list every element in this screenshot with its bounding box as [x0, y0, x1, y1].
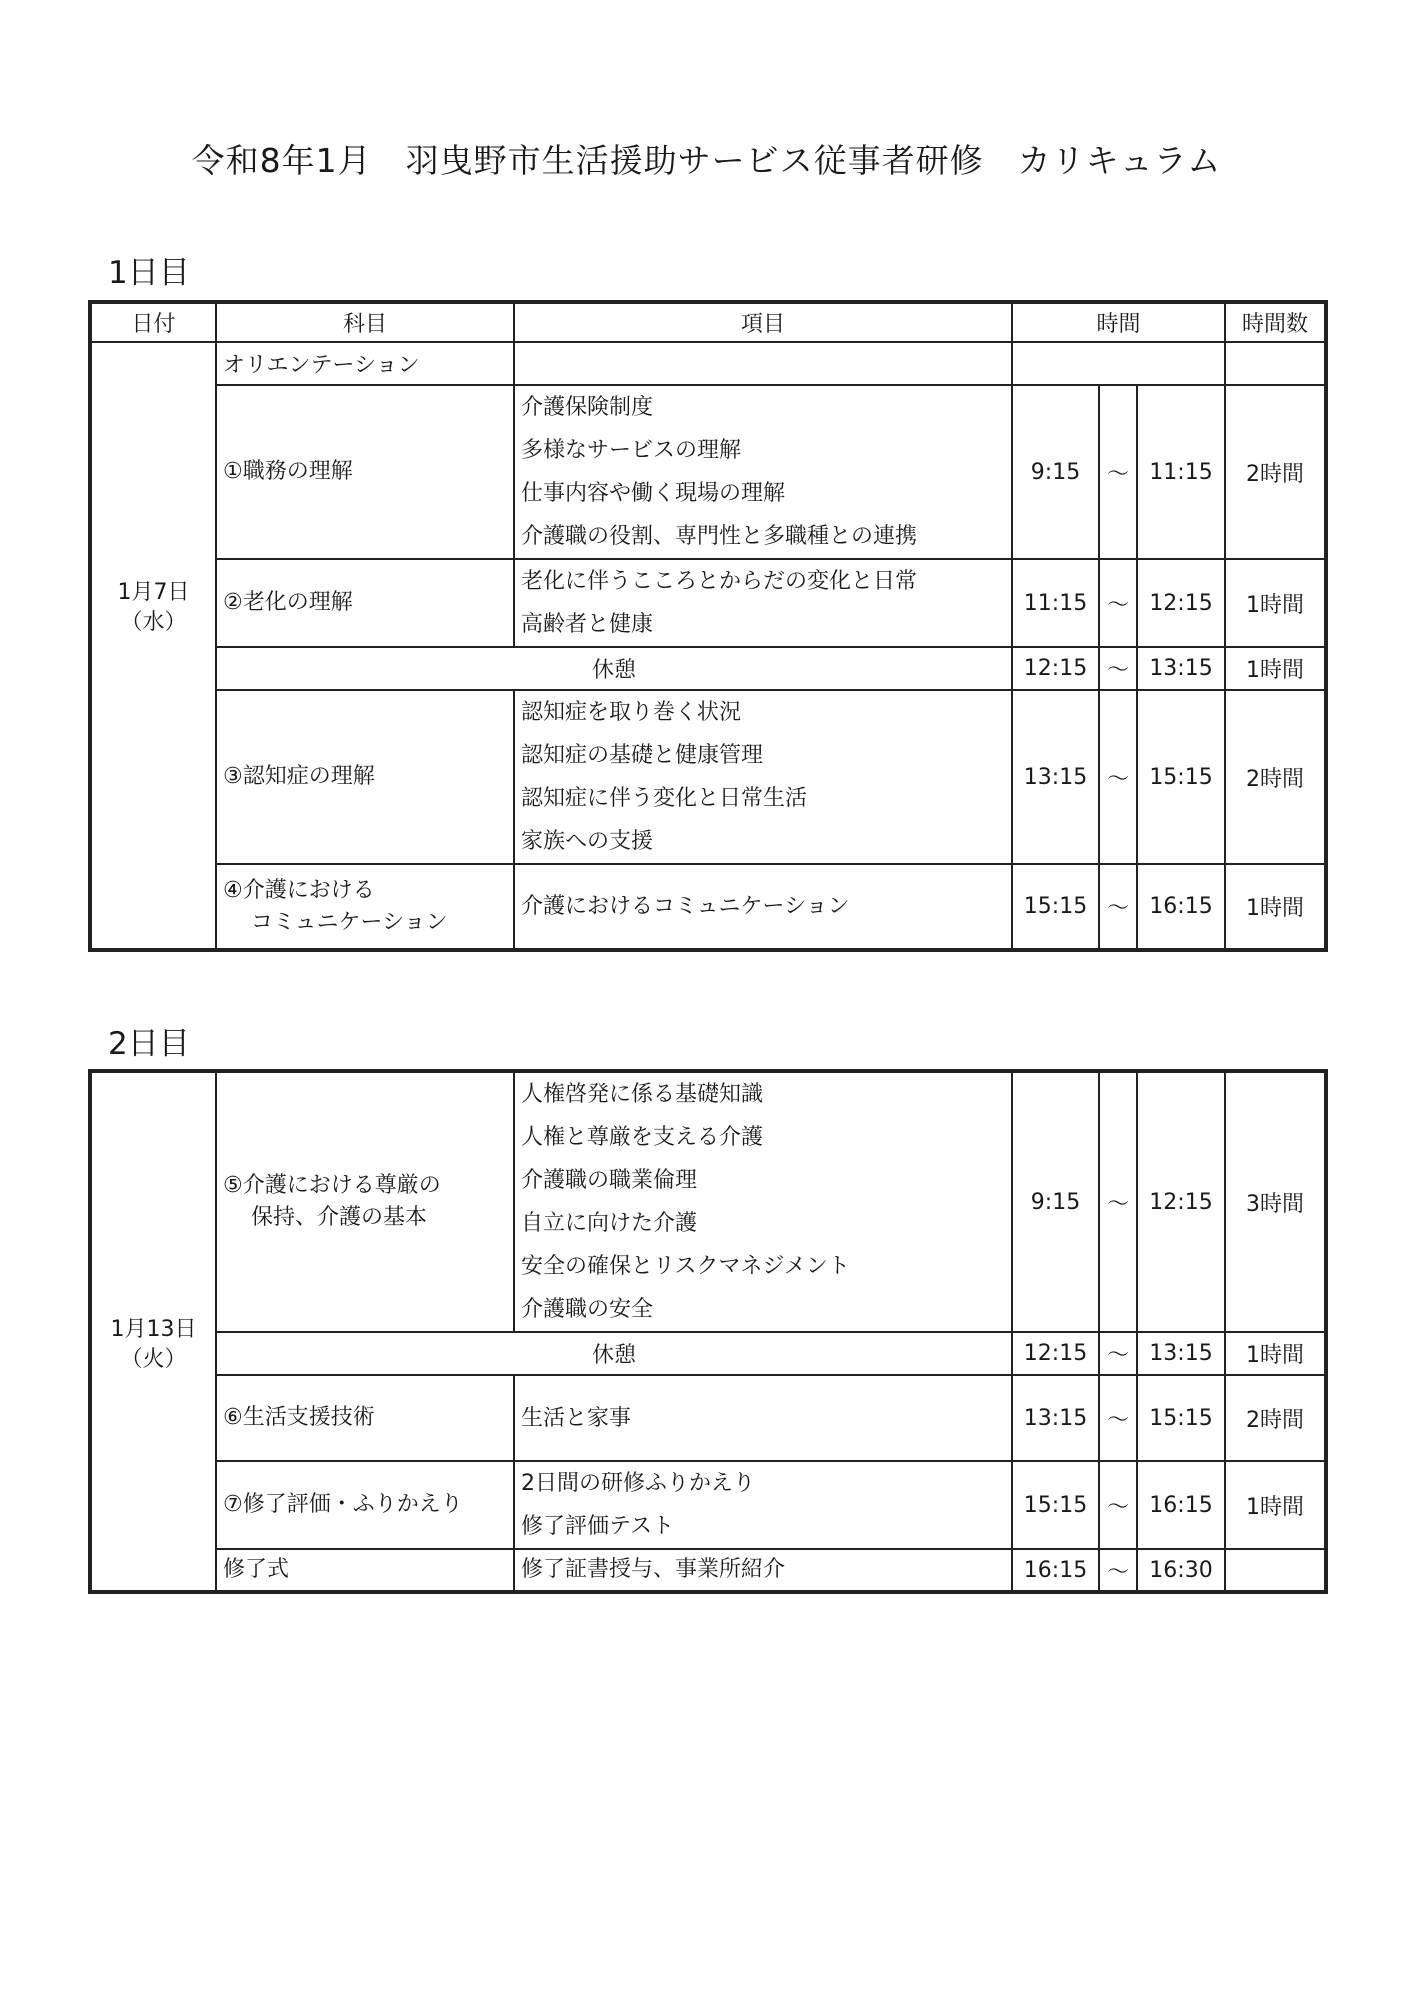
weekday-label: （火） [120, 1347, 187, 1372]
item-text: 人権啓発に係る基礎知識 [521, 1082, 764, 1107]
subject-text: 保持、介護の基本 [251, 1205, 428, 1230]
tilde: ～ [1099, 1071, 1137, 1332]
subject-cell: オリエンテーション [216, 342, 514, 385]
subject-cell [216, 690, 514, 864]
date-label: 1月7日 [117, 580, 190, 605]
subject-cell [216, 385, 514, 559]
item-text: 自立に向けた介護 [521, 1211, 698, 1236]
day2-schedule-table [88, 1069, 1328, 1594]
end-time: 16:15 [1137, 1461, 1225, 1549]
table-row [90, 690, 1326, 864]
table-row [90, 559, 1326, 647]
day1-heading: 1日目 [108, 255, 190, 291]
tilde: ～ [1099, 864, 1137, 950]
hours-cell: 1時間 [1225, 647, 1326, 690]
hours-cell: 2時間 [1225, 385, 1326, 559]
item-cell [514, 864, 1012, 950]
item-text: 家族への支援 [521, 829, 654, 854]
item-text: 介護におけるコミュニケーション [521, 894, 850, 919]
subject-text: ①職務の理解 [223, 459, 353, 484]
hours-cell: 1時間 [1225, 559, 1326, 647]
subject-text: コミュニケーション [251, 909, 448, 935]
hours-cell [1225, 342, 1326, 385]
tilde: ～ [1099, 1375, 1137, 1461]
start-time: 16:15 [1012, 1549, 1099, 1592]
subject-cell [216, 1375, 514, 1461]
time-cell [1012, 342, 1225, 385]
subject-text: ③認知症の理解 [223, 764, 375, 789]
item-text: 修了証書授与、事業所紹介 [521, 1557, 786, 1582]
subject-text: ④介護における [223, 877, 375, 903]
item-cell [514, 1549, 1012, 1592]
item-cell [514, 342, 1012, 385]
header-time: 時間 [1012, 302, 1225, 342]
end-time: 16:15 [1137, 864, 1225, 950]
item-cell [514, 690, 1012, 864]
item-text: 2日間の研修ふりかえり [521, 1471, 755, 1496]
end-time: 12:15 [1137, 1071, 1225, 1332]
header-subject: 科目 [216, 302, 514, 342]
item-text: 多様なサービスの理解 [521, 438, 742, 463]
subject-text: ⑦修了評価・ふりかえり [223, 1492, 463, 1517]
subject-cell [216, 1461, 514, 1549]
table-header-row [90, 302, 1326, 342]
subject-text: ⑤介護における尊厳の [223, 1173, 441, 1198]
table-row [90, 864, 1326, 950]
table-row [90, 385, 1326, 559]
start-time: 9:15 [1012, 1071, 1099, 1332]
end-time: 11:15 [1137, 385, 1225, 559]
page-title: 令和8年1月 羽曳野市生活援助サービス従事者研修 カリキュラム [191, 141, 1222, 180]
tilde: ～ [1099, 1549, 1137, 1592]
subject-text: 修了式 [223, 1557, 290, 1582]
item-text: 安全の確保とリスクマネジメント [521, 1254, 850, 1279]
break-row [90, 1332, 1326, 1375]
table-row [90, 1071, 1326, 1332]
item-cell [514, 559, 1012, 647]
subject-cell [216, 864, 514, 950]
hours-cell: 1時間 [1225, 864, 1326, 950]
item-text: 生活と家事 [521, 1405, 632, 1431]
subject-cell [216, 1071, 514, 1332]
item-cell [514, 1071, 1012, 1332]
date-cell [90, 342, 216, 950]
tilde: ～ [1099, 1332, 1137, 1375]
table-row [90, 342, 1326, 385]
end-time: 16:30 [1137, 1549, 1225, 1592]
item-text: 介護職の安全 [521, 1297, 654, 1322]
day1-schedule-table [88, 300, 1328, 952]
item-text: 老化に伴うこころとからだの変化と日常 [521, 569, 918, 594]
subject-text: ②老化の理解 [223, 590, 353, 615]
start-time: 15:15 [1012, 1461, 1099, 1549]
header-item: 項目 [514, 302, 1012, 342]
item-cell [514, 385, 1012, 559]
start-time: 11:15 [1012, 559, 1099, 647]
end-time: 12:15 [1137, 559, 1225, 647]
item-text: 修了評価テスト [521, 1514, 675, 1539]
start-time: 12:15 [1012, 1332, 1099, 1375]
end-time: 13:15 [1137, 647, 1225, 690]
header-date: 日付 [90, 302, 216, 342]
tilde: ～ [1099, 559, 1137, 647]
item-text: 高齢者と健康 [521, 612, 654, 637]
break-row [90, 647, 1326, 690]
item-text: 人権と尊厳を支える介護 [521, 1125, 764, 1150]
start-time: 12:15 [1012, 647, 1099, 690]
tilde: ～ [1099, 690, 1137, 864]
tilde: ～ [1099, 647, 1137, 690]
weekday-label: （水） [120, 610, 187, 635]
table-row [90, 1375, 1326, 1461]
hours-cell: 2時間 [1225, 1375, 1326, 1461]
date-label: 1月13日 [110, 1317, 197, 1342]
start-time: 13:15 [1012, 1375, 1099, 1461]
item-text: 介護職の職業倫理 [521, 1168, 698, 1193]
break-label: 休憩 [216, 647, 1012, 690]
hours-cell: 2時間 [1225, 690, 1326, 864]
end-time: 15:15 [1137, 690, 1225, 864]
table-row [90, 1461, 1326, 1549]
hours-cell: 1時間 [1225, 1461, 1326, 1549]
tilde: ～ [1099, 385, 1137, 559]
break-label: 休憩 [216, 1332, 1012, 1375]
item-text: 認知症に伴う変化と日常生活 [521, 786, 808, 811]
end-time: 13:15 [1137, 1332, 1225, 1375]
table-row [90, 1549, 1326, 1592]
subject-cell [216, 559, 514, 647]
date-cell [90, 1071, 216, 1592]
hours-cell: 3時間 [1225, 1071, 1326, 1332]
item-cell [514, 1461, 1012, 1549]
item-text: 介護保険制度 [521, 395, 654, 420]
item-text: 認知症の基礎と健康管理 [521, 743, 764, 768]
tilde: ～ [1099, 1461, 1137, 1549]
subject-cell [216, 1549, 514, 1592]
start-time: 9:15 [1012, 385, 1099, 559]
item-text: 仕事内容や働く現場の理解 [521, 481, 786, 506]
end-time: 15:15 [1137, 1375, 1225, 1461]
header-hours: 時間数 [1225, 302, 1326, 342]
item-text: 認知症を取り巻く状況 [521, 700, 742, 725]
subject-text: ⑥生活支援技術 [223, 1405, 375, 1430]
hours-cell [1225, 1549, 1326, 1592]
item-text: 介護職の役割、専門性と多職種との連携 [521, 524, 918, 549]
day2-heading: 2日目 [108, 1026, 190, 1062]
hours-cell: 1時間 [1225, 1332, 1326, 1375]
start-time: 15:15 [1012, 864, 1099, 950]
item-cell [514, 1375, 1012, 1461]
start-time: 13:15 [1012, 690, 1099, 864]
